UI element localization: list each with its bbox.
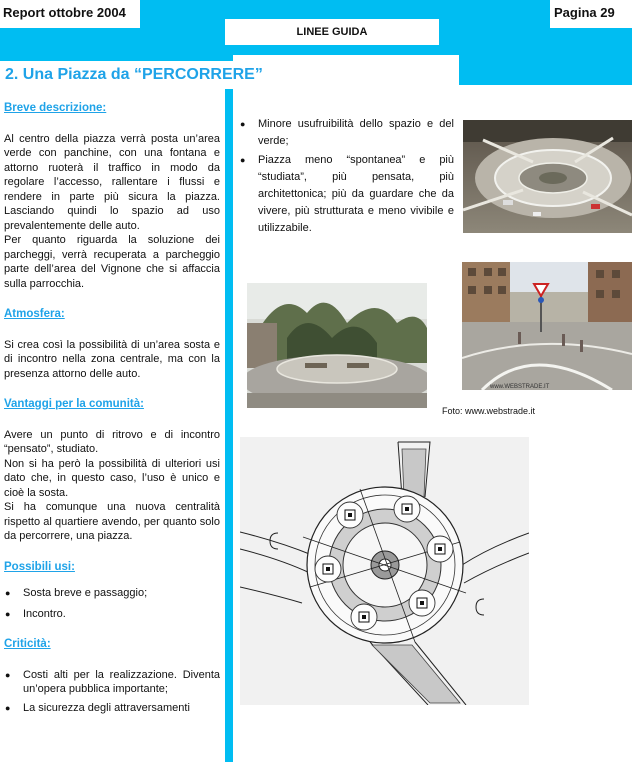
heading-criticita: Criticità: [4,638,51,650]
heading-possibili-usi: Possibili usi: [4,560,75,573]
paragraph-vantaggi-2: Non si ha però la possibilità di ulteriori usi dato che, in questo caso, l’uso è unico e cioè la sosta. [4,457,220,499]
right-bullet-block [233,89,459,261]
list-criticita [4,668,220,716]
paragraph-atmosfera: Si crea così la possibilità di un’area sosta e di incontro nella zona centrale, ma con la presenza attorno delle auto. [4,338,220,380]
list-item: ● Minore usufruibilità dello spazio e del verde; [239,116,454,150]
list-item: ● Costi alti per la realizzazione. Diventa un’opera pubblica importante; [4,668,220,697]
paragraph-vantaggi-1: Avere un punto di ritrovo e di incontro “pensato”, studiato. [4,428,220,455]
piazza-trees-photo [247,283,427,408]
roundabout-plan-drawing [240,437,529,705]
list-item: ● Piazza meno “spontanea” e più “studiata”, più pensata, più architettonica; più da guardare che da vivere, più strutturata e meno vivibile e utilizzabile. [239,152,454,237]
page-number: Pagina 29 [550,0,632,28]
photo-watermark: www.WEBSTRADE.IT [490,384,550,390]
list-item: ● La sicurezza degli attraversamenti [4,701,220,716]
photo-caption: Foto: www.webstrade.it [440,402,547,426]
section-label: LINEE GUIDA [225,19,439,45]
paragraph-breve-2: Per quanto riguarda la soluzione dei parcheggi, verrà recuperata a parcheggio parte dell’area del Vignone che si affaccia sulla parrocchia. [4,234,220,290]
roundabout-street-photo [462,262,632,390]
heading-vantaggi: Vantaggi per la comunità: [4,398,144,410]
paragraph-breve-1: Al centro della piazza verrà posta un’area verde con panchine, con una fontana e attorno ruoterà il traffico in modo da regolare l’accesso, rallentare i flussi e rendere in parte più sicura la piazza. Lasciando quindi lo spazio ad uso prevalentemente delle auto. [4,132,220,232]
roundabout-aerial-photo [463,120,632,233]
report-label: Report ottobre 2004 [0,0,140,28]
heading-breve-descrizione: Breve descrizione: [4,102,107,114]
list-possibili-usi [4,586,220,621]
heading-atmosfera: Atmosfera: [4,308,65,320]
left-column [0,89,225,762]
list-item: ● Incontro. [4,607,220,622]
list-item: ● Sosta breve e passaggio; [4,586,220,601]
page-title: 2. Una Piazza da “PERCORRERE” [0,61,459,89]
paragraph-vantaggi-3: Si ha comunque una nuova centralità rispetto al quartiere avendo, per quanto solo da percorrere, una piazza. [4,501,220,542]
right-accent-strip [459,55,632,85]
